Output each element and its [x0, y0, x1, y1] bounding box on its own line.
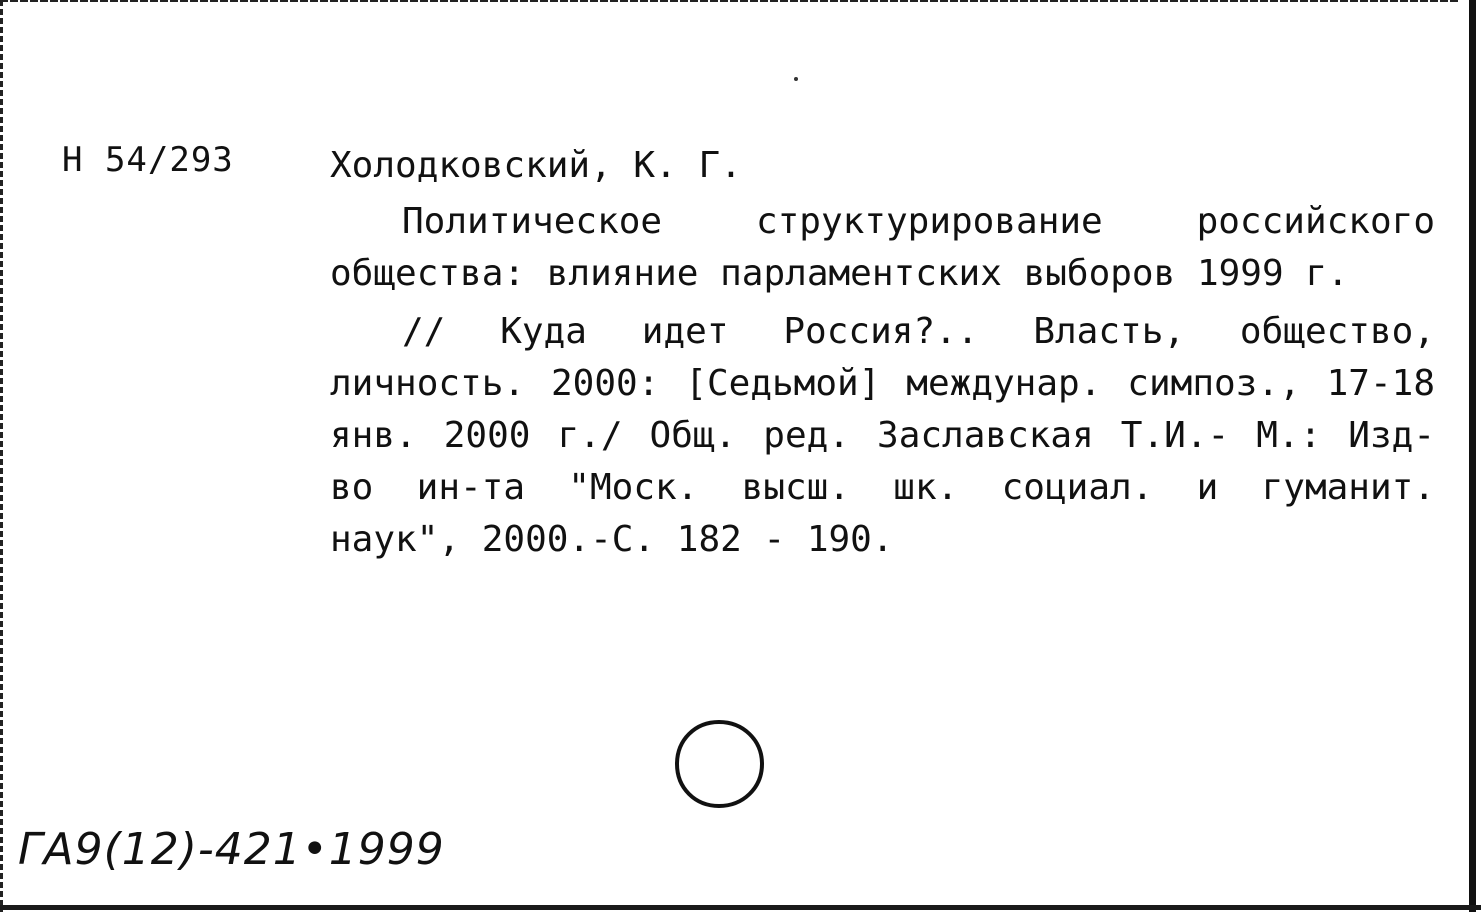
bibliographic-entry — [330, 140, 1435, 566]
shelf-mark-text: ГА9(12)-421•1999 — [18, 824, 445, 875]
circle-stamp-icon — [673, 718, 765, 810]
author-heading: Холодковский, К. Г. — [330, 145, 742, 186]
source-description: // Куда идет Россия?.. Власть, общество, личность. 2000: [Седьмой] междунар. симпоз., 17-18 янв. 2000 г./ Общ. ред. Заславская Т.И.- М.: Изд-во ин-та "Моск. высш. шк. социал. и гуманит. наук", 2000.-С. 182 - 190. — [330, 311, 1435, 560]
card-edge-right — [1469, 0, 1476, 912]
card-edge-top — [0, 0, 1460, 2]
shelf-mark — [18, 824, 478, 894]
call-number: Н 54/293 — [62, 140, 234, 180]
work-title: Политическое структурирование российского общества: влияние парламентских выборов 1999 г. — [330, 201, 1435, 294]
card-edge-left — [0, 0, 3, 912]
speck-mark — [794, 77, 798, 81]
card-edge-bottom — [0, 905, 1481, 910]
